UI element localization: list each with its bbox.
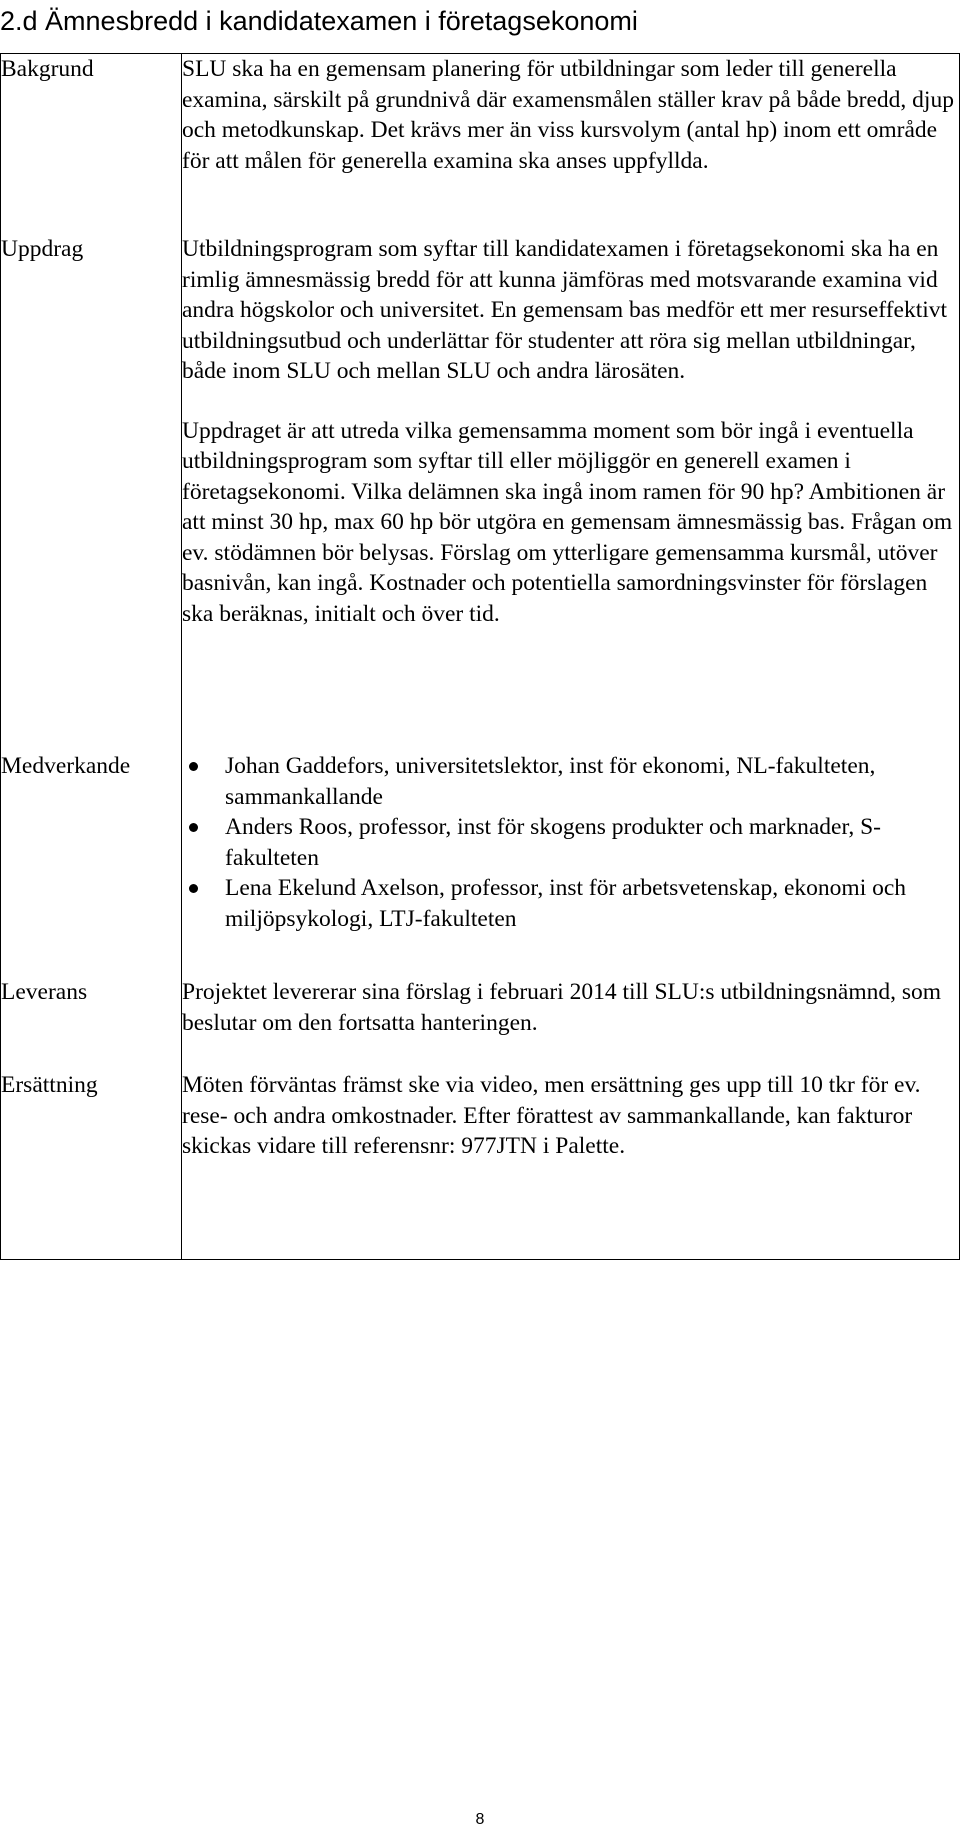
list-item — [225, 873, 959, 934]
uppdrag-paragraph-1: Utbildningsprogram som syftar till kandidatexamen i företagsekonomi ska ha en rimlig ämnesmässig bredd för att kunna jämföras med motsvarande examina vid andra högskolor och universitet. En gemensam bas medför ett mer resurseffektivt utbildningsutbud och underlättar för studenter att röra sig mellan utbildningar, både inom SLU och mellan SLU och andra lärosäten. — [182, 236, 948, 384]
row-content-medverkande — [182, 743, 960, 977]
member-text: Johan Gaddefors, universitetslektor, inst för ekonomi, NL-fakulteten, sammankallande — [225, 753, 876, 810]
page-number: 8 — [475, 1811, 485, 1828]
section-heading: 2.d Ämnesbredd i kandidatexamen i företagsekonomi — [0, 6, 638, 36]
row-label-medverkande: Medverkande — [1, 743, 182, 977]
row-bakgrund — [1, 54, 960, 235]
row-content-leverans — [182, 977, 960, 1070]
row-uppdrag — [1, 234, 960, 743]
row-content-ersattning — [182, 1070, 960, 1260]
row-content-uppdrag — [182, 234, 960, 743]
list-item — [225, 812, 959, 873]
bullet-icon — [189, 884, 198, 893]
ersattning-text: Möten förväntas främst ske via video, men ersättning ges upp till 10 tkr för ev. rese- och andra omkostnader. Efter förattest av sammankallande, kan fakturor skickas vidare till referensnr: 977JTN i Palette. — [182, 1072, 921, 1159]
bakgrund-text: SLU ska ha en gemensam planering för utbildningar som leder till generella examina, särskilt på grundnivå där examensmålen ställer krav på både bredd, djup och metodkunskap. Det krävs mer än viss kursvolym (antal hp) inom ett område för att målen för generella examina ska anses uppfyllda. — [182, 56, 954, 174]
row-label-uppdrag: Uppdrag — [1, 234, 182, 743]
leverans-text: Projektet levererar sina förslag i februari 2014 till SLU:s utbildningsnämnd, som beslutar om den fortsatta hanteringen. — [182, 979, 942, 1036]
member-list — [182, 751, 959, 934]
row-label-bakgrund: Bakgrund — [1, 54, 182, 235]
member-text: Anders Roos, professor, inst för skogens produkter och marknader, S-fakulteten — [225, 814, 881, 871]
row-label-ersattning: Ersättning — [1, 1070, 182, 1260]
assignment-table — [0, 53, 960, 1260]
row-content-bakgrund — [182, 54, 960, 235]
member-text: Lena Ekelund Axelson, professor, inst för arbetsvetenskap, ekonomi och miljöpsykologi, LTJ-fakulteten — [225, 875, 907, 932]
list-item — [225, 751, 959, 812]
row-medverkande — [1, 743, 960, 977]
row-ersattning — [1, 1070, 960, 1260]
row-leverans — [1, 977, 960, 1070]
bullet-icon — [189, 823, 198, 832]
uppdrag-paragraph-2: Uppdraget är att utreda vilka gemensamma moment som bör ingå i eventuella utbildningsprogram som syftar till eller möjliggör en generell examen i företagsekonomi. Vilka delämnen ska ingå inom ramen för 90 hp? Ambitionen är att minst 30 hp, max 60 hp bör utgöra en gemensam ämnesmässig bas. Frågan om ev. stödämnen bör belysas. Förslag om ytterligare gemensamma kursmål, utöver basnivån, kan ingå. Kostnader och potentiella samordningsvinster för förslagen ska beräknas, initialt och över tid. — [182, 417, 953, 627]
bullet-icon — [189, 762, 198, 771]
row-label-leverans: Leverans — [1, 977, 182, 1070]
